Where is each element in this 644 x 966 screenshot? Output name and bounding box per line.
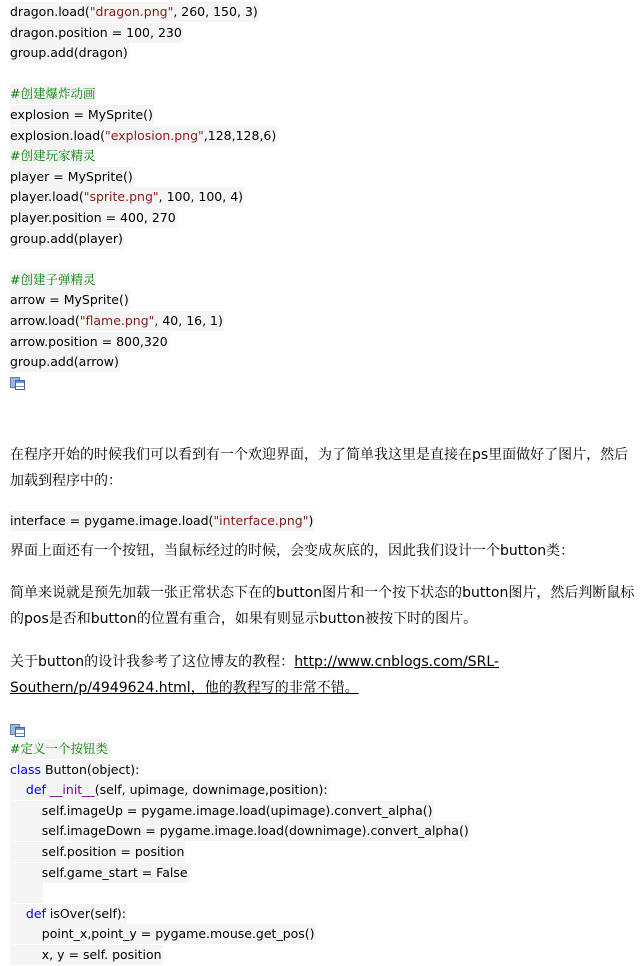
- code-line-text: [10, 842, 185, 862]
- code-line-text: [10, 290, 130, 310]
- code-token: [10, 782, 26, 797]
- code-token: group.add(player): [10, 230, 123, 246]
- code-comment: #定义一个按钮类: [10, 741, 108, 756]
- code-token: point_x,point_y = pygame.mouse.get_pos(): [10, 926, 315, 942]
- code-token: player.load(: [10, 189, 84, 205]
- reference-link[interactable]: http://www.cnblogs.com/SRL-Southern/p/4949624.html: [10, 654, 499, 696]
- code-line: [10, 249, 277, 270]
- code-token: self.position = position: [10, 843, 185, 859]
- reference-text: 关于button的设计我参考了这位博友的教程：: [10, 654, 295, 670]
- code-line-text: [10, 105, 154, 125]
- code-token: dragon.position = 100, 230: [10, 24, 182, 40]
- code-string: "interface.png": [213, 513, 309, 528]
- code-token: , 260, 150, 3): [173, 4, 258, 19]
- code-line-text: [10, 780, 329, 800]
- code-token: interface = pygame.image.load(: [10, 513, 214, 528]
- copy-code-button[interactable]: [10, 373, 24, 396]
- code-token: explosion = MySprite(): [10, 106, 153, 122]
- code-keyword: def: [25, 782, 46, 798]
- code-line-text: [10, 270, 96, 290]
- code-token: group.add(arrow): [10, 354, 119, 370]
- code-line: [10, 511, 314, 532]
- code-token: self.imageUp = pygame.image.load(upimage).convert_alpha(): [10, 802, 433, 818]
- code-line: [10, 760, 470, 781]
- code-line: [10, 2, 277, 23]
- code-line: [10, 780, 470, 801]
- code-token: arrow.position = 800,320: [10, 333, 168, 349]
- code-line: [10, 801, 470, 822]
- code-token: self.game_start = False: [10, 864, 188, 880]
- code-line-text: [10, 801, 434, 821]
- code-line-text: [10, 821, 470, 841]
- code-line: [10, 64, 277, 85]
- code-line: [10, 945, 470, 966]
- code-token: [10, 885, 42, 900]
- code-line: [10, 229, 277, 250]
- code-token: Button(object):: [41, 761, 140, 777]
- code-line: [10, 311, 277, 332]
- code-line-text: [10, 84, 96, 104]
- paragraph-intro: 在程序开始的时候我们可以看到有一个欢迎界面，为了简单我这里是直接在ps里面做好了图片，然后加载到程序中的：: [10, 447, 629, 489]
- code-line-text: [10, 43, 129, 63]
- code-line: [10, 167, 277, 188]
- code-token: self.imageDown = pygame.image.load(downimage).convert_alpha(): [10, 823, 469, 839]
- copy-code-icon[interactable]: [10, 377, 24, 389]
- code-line: [10, 208, 277, 229]
- code-line-text: [10, 311, 224, 331]
- code-token: ,128,128,6): [203, 127, 277, 143]
- paragraph-explain: 简单来说就是预先加载一张正常状态下在的button图片和一个按下状态的button图片，然后判断鼠标的pos是否和button的位置有重合，如果有则显示button被按下时的图片。: [10, 585, 635, 627]
- code-string: "dragon.png": [89, 4, 174, 19]
- code-token: dragon.load(: [10, 4, 90, 19]
- code-token: , 40, 16, 1): [154, 312, 223, 328]
- code-line: [10, 187, 277, 208]
- code-line-text: [10, 126, 277, 146]
- code-line-text: [10, 760, 140, 780]
- code-comment: #创建玩家精灵: [10, 148, 96, 164]
- code-token: __init__: [49, 782, 95, 798]
- code-line: [10, 352, 277, 373]
- code-line-text: [10, 883, 43, 903]
- paragraph-reference: [10, 649, 638, 701]
- code-line: [10, 739, 470, 760]
- code-line: [10, 23, 277, 44]
- code-line: [10, 43, 277, 64]
- code-token: [10, 906, 26, 921]
- code-line-text: [10, 332, 169, 352]
- code-string: "flame.png": [79, 312, 155, 328]
- code-line: [10, 332, 277, 353]
- code-line: [10, 842, 470, 863]
- code-line-text: [10, 739, 109, 759]
- code-line-text: [10, 945, 163, 965]
- code-line: [10, 84, 277, 105]
- paragraph-button: 界面上面还有一个按钮，当鼠标经过的时候，会变成灰底的，因此我们设计一个button类：: [10, 543, 575, 559]
- code-comment: #创建子弹精灵: [10, 271, 96, 287]
- code-line-text: [10, 208, 177, 228]
- code-line: [10, 290, 277, 311]
- code-line: [10, 126, 277, 147]
- code-line: [10, 924, 470, 945]
- code-token: ): [308, 513, 314, 528]
- code-string: "explosion.png": [105, 127, 204, 143]
- code-token: arrow.load(: [10, 312, 80, 328]
- code-comment: #创建爆炸动画: [10, 86, 96, 102]
- code-line-text: [10, 146, 96, 166]
- code-token: player = MySprite(): [10, 168, 133, 184]
- code-token: (self, upimage, downimage,position):: [94, 782, 328, 798]
- code-line: [10, 821, 470, 842]
- code-line-text: [10, 229, 124, 249]
- code-block-1: [10, 2, 277, 373]
- code-line: [10, 146, 277, 167]
- code-token: arrow = MySprite(): [10, 292, 129, 308]
- code-line: [10, 883, 470, 904]
- code-token: group.add(dragon): [10, 45, 128, 61]
- code-string: "sprite.png": [83, 189, 159, 205]
- reference-suffix: ，他的教程写的非常不错。: [190, 680, 359, 696]
- code-block-button-class: [10, 739, 470, 966]
- code-token: player.position = 400, 270: [10, 209, 176, 225]
- code-token: x, y = self. position: [10, 946, 162, 962]
- code-token: explosion.load(: [10, 127, 106, 143]
- code-line-text: [10, 352, 120, 372]
- code-line: [10, 270, 277, 291]
- code-line-text: [10, 511, 314, 531]
- code-keyword: def: [25, 905, 46, 921]
- code-line: [10, 863, 470, 884]
- code-line-text: [10, 924, 316, 944]
- code-line-text: [10, 167, 134, 187]
- code-line-text: [10, 187, 244, 207]
- code-line: [10, 105, 277, 126]
- code-line-text: [10, 23, 183, 43]
- code-token: isOver(self):: [45, 905, 127, 921]
- code-line-interface: [10, 511, 314, 532]
- code-line-text: [10, 863, 189, 883]
- code-line: [10, 904, 470, 925]
- code-line-text: [10, 904, 127, 924]
- code-line-text: [10, 2, 259, 22]
- code-keyword: class: [10, 761, 42, 777]
- copy-code-icon[interactable]: [10, 724, 24, 736]
- code-token: , 100, 100, 4): [158, 189, 244, 205]
